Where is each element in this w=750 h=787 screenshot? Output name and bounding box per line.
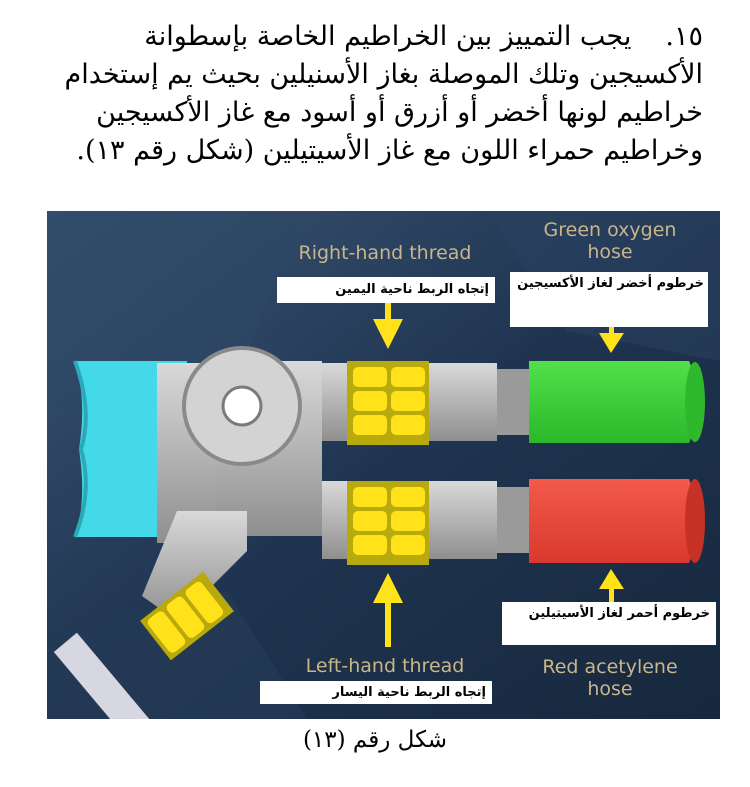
paragraph-number: ١٥. [665,21,703,52]
label-green-hose-line2: hose [587,241,633,263]
right-hand-thread-nut [347,361,429,445]
label-right-hand-thread: Right-hand thread [298,242,472,264]
label-left-hand-thread: Left-hand thread [305,655,465,677]
green-oxygen-hose [529,361,694,443]
label-red-hose-line1: Red acetylene [542,656,678,678]
arabic-label-left-hand: إتجاه الربط ناحية اليسار [260,681,492,704]
left-hand-thread-nut [347,481,429,565]
upper-coupler [497,369,529,435]
label-red-hose-line2: hose [587,678,633,700]
paragraph-15 [48,18,703,170]
upper-fitting [422,363,497,441]
red-acetylene-hose [529,479,694,563]
figure-caption: شكل رقم (١٣) [302,727,448,753]
arabic-label-red-hose: خرطوم أحمر لغاز الأسيتيلين [502,602,716,645]
dial-center [223,387,261,425]
red-hose-end [685,479,705,563]
label-green-hose-line1: Green oxygen [543,219,677,241]
lower-fitting [422,481,497,559]
paragraph-text: يجب التمييز بين الخراطيم الخاصة بإسطوانة الأكسيجين وتلك الموصلة بغاز الأسنيلين بحيث يم إستخدام خراطيم لونها أخضر أو أزرق أو أسود مع غاز الأكسيجين وخراطيم حمراء اللون مع غاز الأسيتيلين (شكل رقم ١٣). [64,21,703,166]
arabic-label-green-hose: خرطوم أخضر لغاز الأكسيجين [510,272,708,327]
figure-13 [47,211,720,719]
green-hose-end [685,362,705,442]
arabic-label-right-hand: إتجاه الربط ناحية اليمين [277,277,495,303]
lower-coupler [497,487,529,553]
